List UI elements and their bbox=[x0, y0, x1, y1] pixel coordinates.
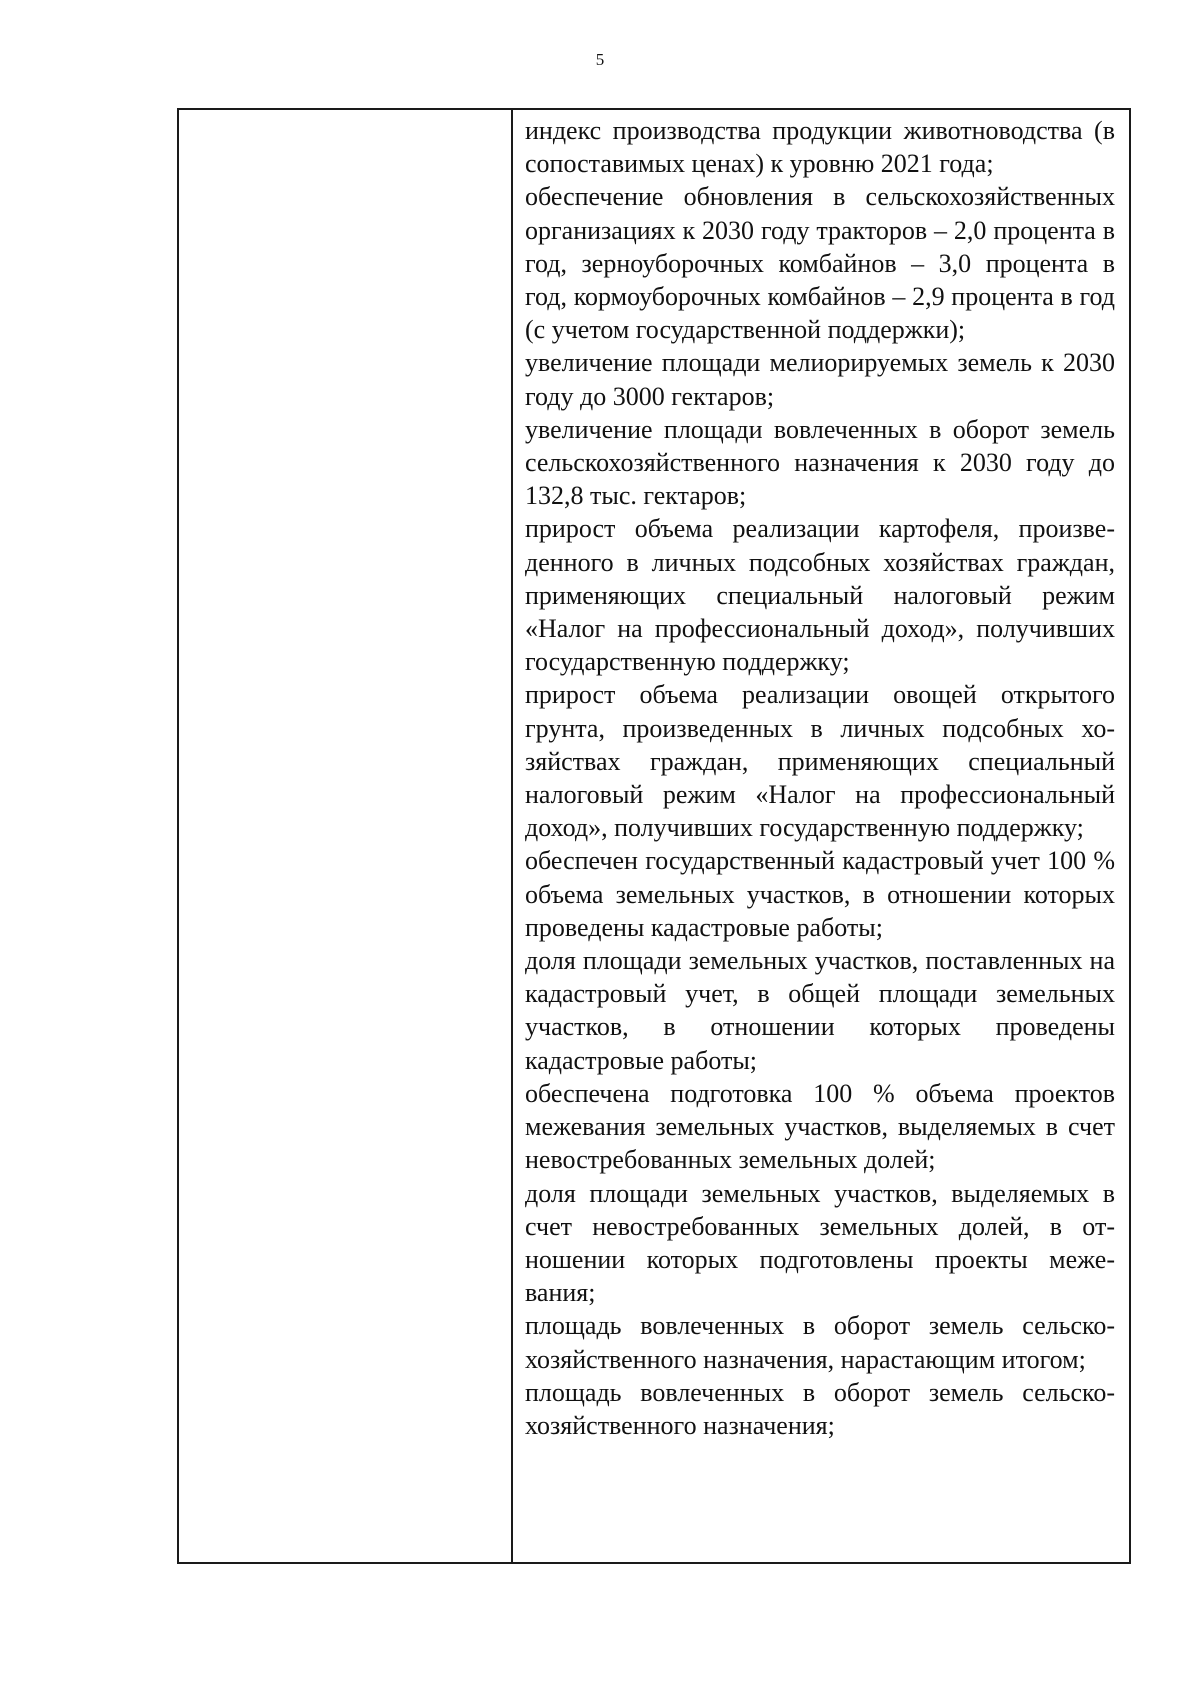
target-indicator-item: доля площади земельных участков, поставленных на кадастровый учет, в общей площади земельных участков, в отношении которых проведены кадастровые работы; bbox=[525, 946, 1115, 1075]
target-indicator-item: обеспечение обновления в сельскохозяйственных организациях к 2030 году тракторов – 2,0 процента в год, зерноуборочных комбайнов – 3,0 процента в год, кормоуборочных комбайнов – 2,9 процента в год (с учетом государственной поддержки); bbox=[525, 182, 1115, 345]
target-indicator-item: увеличение площади вовлеченных в оборот земель сельскохозяйственного назначения к 2030 году до 132,8 тыс. гектаров; bbox=[525, 414, 1115, 511]
table-right-cell bbox=[513, 110, 1129, 1562]
target-indicator-item: обеспечен государственный кадастровый учет 100 % объема земельных участков, в отношении которых проведены кадастровые работы; bbox=[525, 846, 1115, 942]
target-indicator-item: увеличение площади мелиорируемых земель к 2030 году до 3000 гектаров; bbox=[525, 348, 1115, 411]
target-indicator-item: площадь вовлеченных в оборот земель сельскохозяйственного назначения, нарастающим итогом; bbox=[525, 1311, 1115, 1374]
target-indicator-item: прирост объема реализации овощей открытого грунта, произведенных в личных подсобных хозяйствах граждан, применяющих специальный налоговый режим «Налог на профессиональный доход», получивших государственную поддержку; bbox=[525, 680, 1115, 843]
target-indicator-item: прирост объема реализации картофеля, произведенного в личных подсобных хозяйствах граждан, применяющих специальный налоговый режим «Налог на профессиональный доход», получивших государственную поддержку; bbox=[525, 514, 1115, 677]
document-table bbox=[177, 108, 1131, 1564]
target-indicator-item: индекс производства продукции животноводства (в сопоставимых ценах) к уровню 2021 года; bbox=[525, 116, 1115, 179]
target-indicator-item: доля площади земельных участков, выделяемых в счет невостребованных земельных долей, в отношении которых подготовлены проекты межевания; bbox=[525, 1178, 1115, 1308]
table-left-cell bbox=[179, 110, 513, 1562]
target-indicator-item: обеспечена подготовка 100 % объема проектов межевания земельных участков, выделяемых в счет невостребованных земельных долей; bbox=[525, 1078, 1115, 1175]
page-number: 5 bbox=[595, 50, 605, 69]
target-indicator-item: площадь вовлеченных в оборот земель сельскохозяйственного назначения; bbox=[525, 1377, 1115, 1440]
